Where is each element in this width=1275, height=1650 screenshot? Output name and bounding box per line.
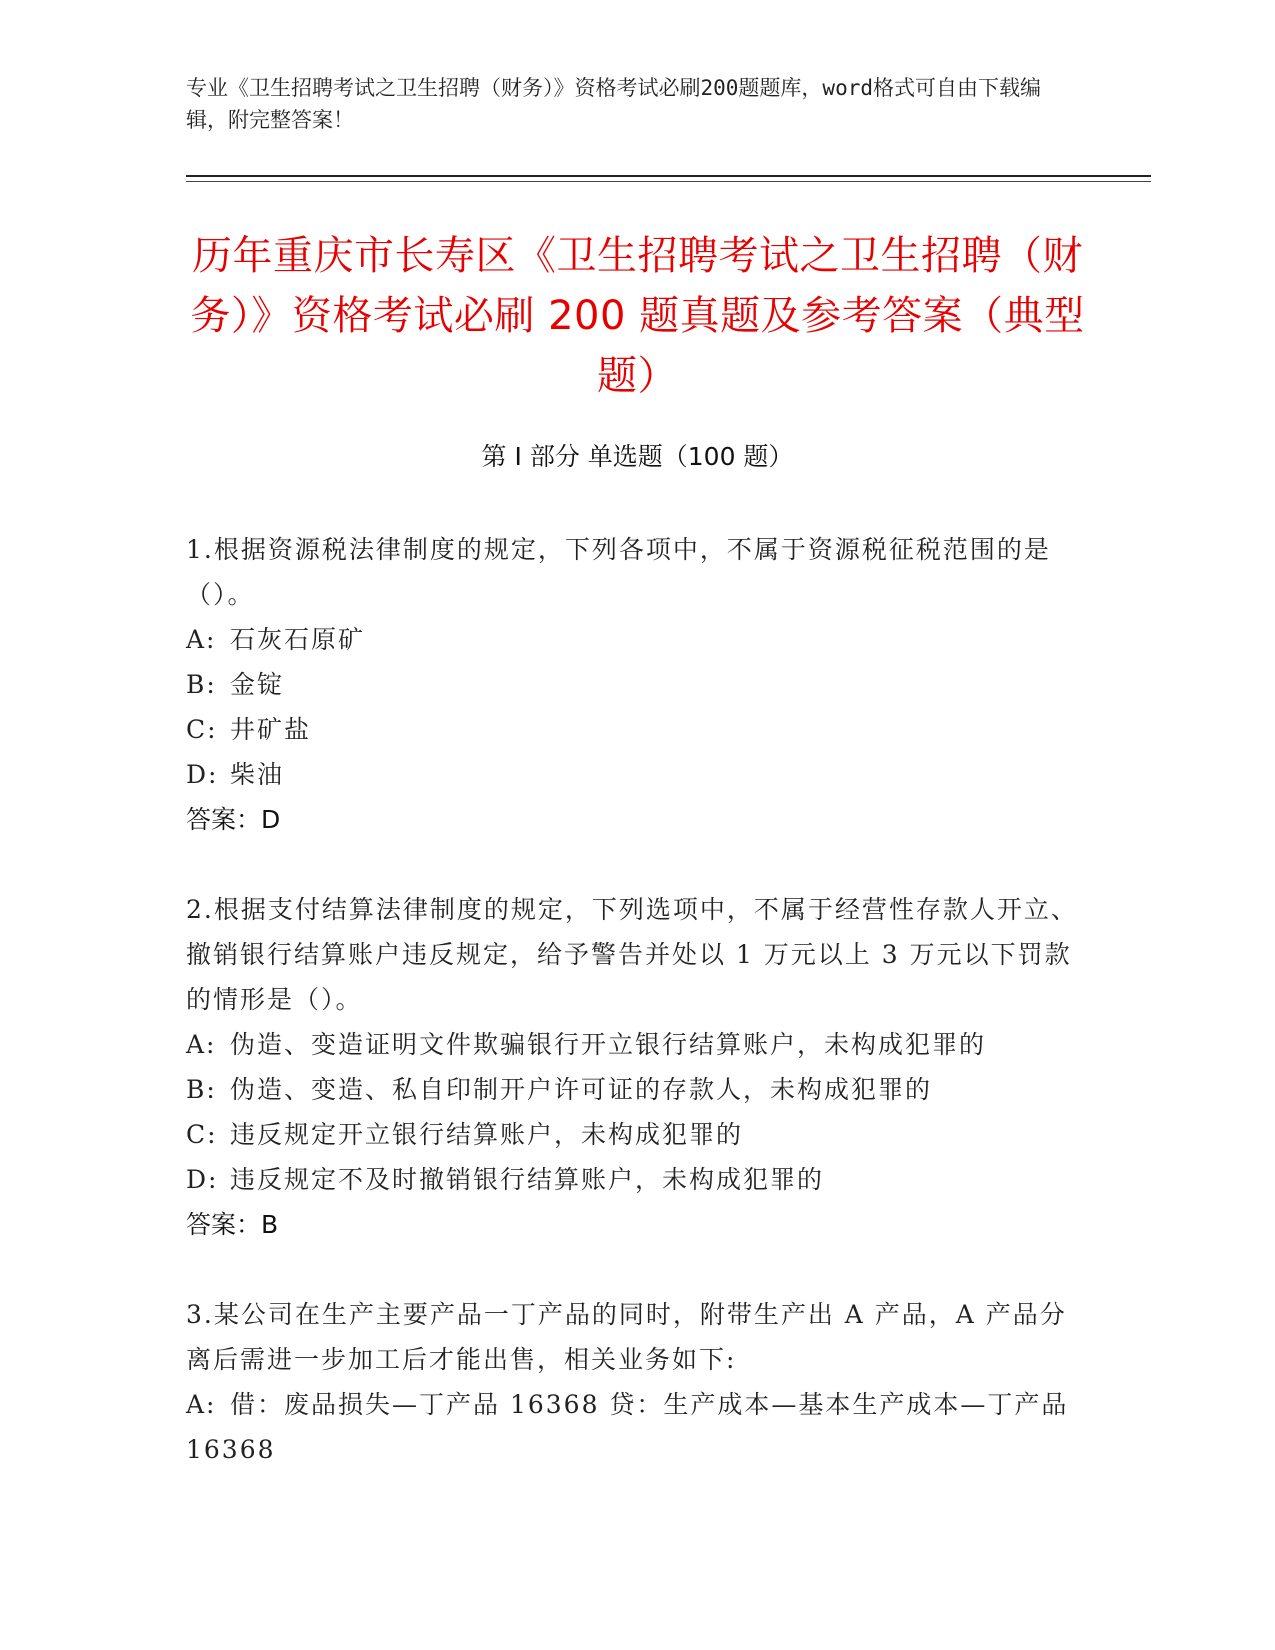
option-letter: A: (186, 1390, 217, 1419)
answer-line: 答案：D (186, 805, 281, 834)
option-a (186, 1382, 1086, 1472)
option-letter: A: (186, 1030, 217, 1059)
document-title: 历年重庆市长寿区《卫生招聘考试之卫生招聘（财务）》资格考试必刷 200 题真题及参考答案（典型题） (190, 233, 1085, 399)
question-3 (186, 1292, 1086, 1472)
option-letter: A: (186, 625, 217, 654)
option-letter: D: (186, 1165, 219, 1194)
option-c (186, 707, 1086, 752)
section-title: 第 I 部分 单选题（100 题） (481, 442, 794, 471)
header-note: 专业《卫生招聘考试之卫生招聘（财务）》资格考试必刷200题题库，word格式可自由下载编辑，附完整答案！ (186, 76, 1041, 132)
option-text: 井矿盐 (230, 715, 312, 744)
question-stem: 3.某公司在生产主要产品一丁产品的同时，附带生产出 A 产品，A 产品分离后需进一步加工后才能出售，相关业务如下: (186, 1300, 1067, 1374)
question-stem: 1.根据资源税法律制度的规定，下列各项中，不属于资源税征税范围的是（）。 (186, 535, 1051, 609)
option-letter: B: (186, 670, 217, 699)
option-c (186, 1112, 1086, 1157)
option-a (186, 617, 1086, 662)
option-b (186, 1067, 1086, 1112)
option-text: 石灰石原矿 (230, 625, 366, 654)
option-text: 借：废品损失—丁产品 16368 贷：生产成本—基本生产成本—丁产品 16368 (186, 1390, 1069, 1464)
option-d (186, 752, 1086, 797)
question-list (186, 527, 1086, 1517)
answer-line: 答案：B (186, 1210, 279, 1239)
option-d (186, 1157, 1086, 1202)
option-text: 违反规定开立银行结算账户，未构成犯罪的 (230, 1120, 744, 1149)
header-divider-thin (186, 181, 1151, 182)
question-stem: 2.根据支付结算法律制度的规定，下列选项中，不属于经营性存款人开立、撤销银行结算账户违反规定，给予警告并处以 1 万元以上 3 万元以下罚款的情形是（）。 (186, 895, 1078, 1014)
option-letter: B: (186, 1075, 217, 1104)
option-letter: D: (186, 760, 219, 789)
option-text: 金锭 (230, 670, 285, 699)
option-text: 柴油 (230, 760, 285, 789)
header-divider-thick (186, 175, 1151, 177)
option-text: 违反规定不及时撤销银行结算账户，未构成犯罪的 (230, 1165, 825, 1194)
option-letter: C: (186, 715, 218, 744)
question-1 (186, 527, 1086, 842)
option-text: 伪造、变造证明文件欺骗银行开立银行结算账户，未构成犯罪的 (230, 1030, 987, 1059)
option-b (186, 662, 1086, 707)
option-text: 伪造、变造、私自印制开户许可证的存款人，未构成犯罪的 (230, 1075, 933, 1104)
option-a (186, 1022, 1086, 1067)
question-2 (186, 887, 1086, 1247)
option-letter: C: (186, 1120, 218, 1149)
